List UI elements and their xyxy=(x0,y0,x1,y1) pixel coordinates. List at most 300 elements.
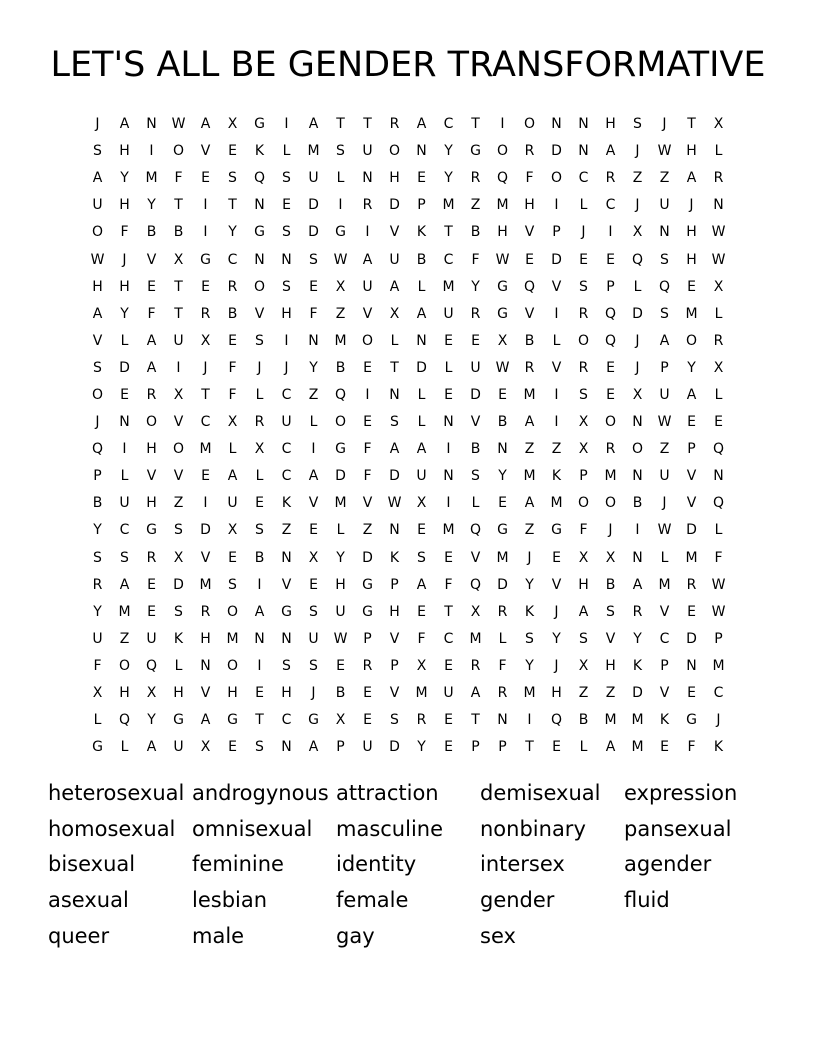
grid-letter: Q xyxy=(631,251,644,268)
word-row xyxy=(48,812,788,848)
grid-letter: U xyxy=(308,170,319,187)
grid-letter: G xyxy=(308,712,319,729)
grid-letter: U xyxy=(659,386,670,403)
grid-letter: Q xyxy=(604,332,617,349)
grid-letter: M xyxy=(496,197,509,214)
grid-letter: R xyxy=(389,116,400,133)
grid-letter: X xyxy=(254,441,265,458)
grid-letter: Y xyxy=(309,359,318,376)
grid-letter: T xyxy=(471,712,480,729)
grid-letter: B xyxy=(146,224,157,241)
grid-letter: A xyxy=(524,495,535,512)
grid-letter: K xyxy=(173,630,184,647)
word-list-item: homosexual xyxy=(48,816,176,841)
grid-letter: O xyxy=(334,414,347,431)
grid-letter: S xyxy=(309,603,318,620)
grid-letter: N xyxy=(416,332,427,349)
grid-letter: B xyxy=(92,495,103,512)
grid-letter: E xyxy=(228,739,237,756)
grid-letter: A xyxy=(119,576,130,593)
grid-letter: A xyxy=(362,251,373,268)
word-list-item: demisexual xyxy=(480,781,601,806)
grid-letter: R xyxy=(470,170,481,187)
grid-letter: W xyxy=(495,251,510,268)
grid-letter: H xyxy=(119,197,130,214)
grid-letter: P xyxy=(579,468,588,485)
grid-letter: N xyxy=(686,657,697,674)
grid-letter: S xyxy=(228,576,237,593)
grid-letter: Y xyxy=(525,576,534,593)
grid-letter: Y xyxy=(336,549,345,566)
grid-letter: V xyxy=(551,576,562,593)
grid-letter: C xyxy=(659,630,670,647)
grid-letter: X xyxy=(335,278,346,295)
grid-letter: M xyxy=(712,657,725,674)
word-row xyxy=(48,918,788,954)
grid-row xyxy=(84,246,732,273)
grid-letter: J xyxy=(554,657,559,674)
grid-letter: B xyxy=(578,712,589,729)
grid-letter: I xyxy=(446,441,451,458)
grid-letter: M xyxy=(442,522,455,539)
grid-letter: A xyxy=(200,712,211,729)
grid-letter: I xyxy=(554,386,559,403)
grid-letter: N xyxy=(389,386,400,403)
grid-letter: A xyxy=(416,305,427,322)
word-list-item: gay xyxy=(336,923,375,948)
grid-letter: W xyxy=(387,495,402,512)
grid-letter: O xyxy=(577,332,590,349)
grid-letter: Z xyxy=(524,441,535,458)
word-list-item: female xyxy=(336,888,409,913)
grid-letter: E xyxy=(687,414,696,431)
grid-letter: Y xyxy=(633,630,642,647)
grid-letter: J xyxy=(635,359,640,376)
grid-letter: Q xyxy=(523,278,536,295)
grid-letter: M xyxy=(604,712,617,729)
grid-letter: O xyxy=(604,495,617,512)
grid-letter: W xyxy=(333,251,348,268)
grid-letter: H xyxy=(281,685,292,702)
grid-letter: D xyxy=(497,576,508,593)
grid-letter: G xyxy=(227,712,238,729)
grid-letter: X xyxy=(605,549,616,566)
grid-letter: V xyxy=(686,495,697,512)
grid-letter: F xyxy=(363,468,372,485)
grid-letter: G xyxy=(497,522,508,539)
grid-letter: E xyxy=(228,143,237,160)
grid-letter: C xyxy=(119,522,130,539)
grid-letter: K xyxy=(416,224,427,241)
grid-letter: Q xyxy=(496,170,509,187)
grid-letter: F xyxy=(363,441,372,458)
grid-letter: K xyxy=(659,712,670,729)
grid-letter: O xyxy=(91,386,104,403)
grid-letter: E xyxy=(417,603,426,620)
grid-letter: A xyxy=(605,739,616,756)
grid-letter: K xyxy=(389,549,400,566)
grid-letter: M xyxy=(199,576,212,593)
grid-letter: M xyxy=(685,305,698,322)
grid-letter: E xyxy=(552,739,561,756)
word-list-item: pansexual xyxy=(624,816,732,841)
grid-letter: X xyxy=(173,251,184,268)
grid-letter: H xyxy=(335,576,346,593)
grid-letter: J xyxy=(95,414,100,431)
grid-letter: J xyxy=(284,359,289,376)
grid-letter: E xyxy=(309,278,318,295)
grid-letter: O xyxy=(172,143,185,160)
grid-letter: W xyxy=(657,414,672,431)
grid-letter: R xyxy=(92,576,103,593)
grid-letter: N xyxy=(254,251,265,268)
grid-letter: V xyxy=(281,576,292,593)
grid-letter: S xyxy=(390,414,399,431)
grid-letter: H xyxy=(686,251,697,268)
grid-letter: C xyxy=(605,197,616,214)
grid-letter: O xyxy=(361,332,374,349)
grid-letter: E xyxy=(201,468,210,485)
grid-letter: D xyxy=(470,386,481,403)
grid-letter: J xyxy=(662,116,667,133)
grid-letter: O xyxy=(91,224,104,241)
grid-letter: V xyxy=(470,414,481,431)
grid-letter: F xyxy=(309,305,318,322)
grid-letter: V xyxy=(200,549,211,566)
grid-letter: U xyxy=(173,739,184,756)
word-list-item: identity xyxy=(336,852,417,877)
grid-letter: M xyxy=(658,576,671,593)
grid-letter: I xyxy=(149,143,154,160)
grid-letter: N xyxy=(632,549,643,566)
grid-letter: Q xyxy=(658,278,671,295)
grid-letter: J xyxy=(203,359,208,376)
grid-letter: O xyxy=(253,278,266,295)
grid-letter: P xyxy=(714,630,723,647)
grid-letter: G xyxy=(335,224,346,241)
grid-letter: X xyxy=(632,386,643,403)
grid-letter: Z xyxy=(362,522,373,539)
grid-letter: R xyxy=(524,143,535,160)
grid-letter: S xyxy=(282,657,291,674)
grid-letter: M xyxy=(118,603,131,620)
grid-letter: E xyxy=(147,576,156,593)
grid-letter: H xyxy=(200,630,211,647)
grid-letter: P xyxy=(390,576,399,593)
grid-letter: C xyxy=(443,251,454,268)
grid-letter: L xyxy=(228,441,237,458)
grid-row xyxy=(84,301,732,328)
grid-letter: O xyxy=(523,116,536,133)
grid-letter: W xyxy=(657,522,672,539)
grid-letter: S xyxy=(93,549,102,566)
grid-letter: Z xyxy=(335,305,346,322)
grid-letter: N xyxy=(713,468,724,485)
word-list-item: intersex xyxy=(480,852,565,877)
grid-letter: E xyxy=(363,685,372,702)
grid-letter: G xyxy=(335,441,346,458)
grid-letter: D xyxy=(389,468,400,485)
grid-letter: Q xyxy=(91,441,104,458)
grid-letter: Y xyxy=(417,739,426,756)
grid-letter: J xyxy=(635,143,640,160)
grid-letter: G xyxy=(362,576,373,593)
grid-letter: C xyxy=(443,630,454,647)
grid-letter: H xyxy=(146,495,157,512)
grid-letter: Y xyxy=(120,170,129,187)
grid-letter: S xyxy=(336,143,345,160)
grid-letter: G xyxy=(254,116,265,133)
grid-letter: B xyxy=(470,441,481,458)
grid-letter: E xyxy=(363,414,372,431)
grid-letter: T xyxy=(525,739,534,756)
grid-letter: M xyxy=(496,549,509,566)
grid-letter: G xyxy=(146,522,157,539)
grid-letter: N xyxy=(659,224,670,241)
grid-letter: R xyxy=(227,278,238,295)
grid-letter: N xyxy=(632,414,643,431)
grid-letter: N xyxy=(281,251,292,268)
grid-letter: B xyxy=(227,305,238,322)
grid-letter: U xyxy=(416,468,427,485)
grid-letter: W xyxy=(90,251,105,268)
grid-letter: A xyxy=(416,441,427,458)
grid-letter: I xyxy=(284,116,289,133)
grid-letter: U xyxy=(173,332,184,349)
grid-letter: X xyxy=(713,116,724,133)
grid-letter: H xyxy=(524,197,535,214)
grid-letter: A xyxy=(308,739,319,756)
grid-letter: B xyxy=(173,224,184,241)
grid-letter: J xyxy=(311,685,316,702)
grid-letter: S xyxy=(174,603,183,620)
grid-letter: V xyxy=(200,143,211,160)
grid-letter: S xyxy=(255,332,264,349)
grid-letter: T xyxy=(444,224,453,241)
grid-letter: E xyxy=(336,657,345,674)
grid-letter: F xyxy=(147,305,156,322)
grid-letter: N xyxy=(551,116,562,133)
grid-letter: H xyxy=(119,143,130,160)
grid-letter: V xyxy=(389,685,400,702)
grid-letter: S xyxy=(633,116,642,133)
grid-letter: H xyxy=(119,685,130,702)
grid-row xyxy=(84,138,732,165)
grid-letter: D xyxy=(308,197,319,214)
grid-letter: A xyxy=(389,441,400,458)
grid-letter: R xyxy=(524,359,535,376)
grid-row xyxy=(84,626,732,653)
grid-letter: H xyxy=(173,685,184,702)
grid-letter: D xyxy=(686,630,697,647)
grid-letter: M xyxy=(145,170,158,187)
grid-letter: E xyxy=(147,603,156,620)
grid-letter: X xyxy=(173,386,184,403)
grid-letter: X xyxy=(632,224,643,241)
grid-letter: U xyxy=(146,630,157,647)
word-list-item: expression xyxy=(624,781,738,806)
grid-letter: A xyxy=(92,305,103,322)
grid-letter: A xyxy=(659,332,670,349)
grid-letter: D xyxy=(119,359,130,376)
grid-letter: P xyxy=(660,359,669,376)
grid-letter: G xyxy=(173,712,184,729)
grid-letter: U xyxy=(362,278,373,295)
grid-letter: U xyxy=(119,495,130,512)
grid-letter: T xyxy=(174,197,183,214)
grid-letter: E xyxy=(444,739,453,756)
grid-letter: T xyxy=(174,305,183,322)
grid-letter: E xyxy=(498,495,507,512)
grid-letter: V xyxy=(173,414,184,431)
grid-letter: V xyxy=(389,224,400,241)
grid-letter: L xyxy=(120,468,129,485)
grid-letter: P xyxy=(417,197,426,214)
grid-letter: T xyxy=(390,359,399,376)
grid-letter: J xyxy=(662,495,667,512)
grid-letter: X xyxy=(173,549,184,566)
grid-letter: B xyxy=(416,251,427,268)
grid-letter: Q xyxy=(253,170,266,187)
grid-letter: H xyxy=(389,170,400,187)
grid-letter: M xyxy=(334,495,347,512)
grid-letter: L xyxy=(714,143,723,160)
grid-row xyxy=(84,734,732,761)
word-list-item: attraction xyxy=(336,781,439,806)
grid-letter: L xyxy=(417,386,426,403)
grid-letter: I xyxy=(608,224,613,241)
grid-letter: Y xyxy=(444,143,453,160)
grid-letter: E xyxy=(147,278,156,295)
grid-letter: R xyxy=(416,712,427,729)
grid-letter: M xyxy=(550,495,563,512)
grid-letter: H xyxy=(605,657,616,674)
grid-letter: L xyxy=(174,657,183,674)
grid-letter: U xyxy=(335,603,346,620)
grid-letter: Y xyxy=(552,630,561,647)
grid-letter: S xyxy=(120,549,129,566)
grid-letter: A xyxy=(416,116,427,133)
grid-letter: N xyxy=(578,116,589,133)
grid-row xyxy=(84,680,732,707)
grid-letter: Q xyxy=(469,522,482,539)
grid-letter: M xyxy=(199,441,212,458)
grid-letter: J xyxy=(689,197,694,214)
grid-letter: L xyxy=(336,522,345,539)
grid-letter: J xyxy=(257,359,262,376)
grid-letter: I xyxy=(365,224,370,241)
grid-letter: N xyxy=(200,657,211,674)
grid-letter: X xyxy=(578,657,589,674)
grid-letter: E xyxy=(363,359,372,376)
grid-letter: T xyxy=(471,116,480,133)
grid-letter: H xyxy=(686,224,697,241)
grid-letter: C xyxy=(281,441,292,458)
grid-letter: L xyxy=(282,143,291,160)
grid-letter: Z xyxy=(470,197,481,214)
grid-letter: L xyxy=(444,359,453,376)
grid-letter: N xyxy=(308,332,319,349)
word-list-item: fluid xyxy=(624,888,670,913)
grid-letter: Y xyxy=(147,712,156,729)
grid-letter: V xyxy=(470,549,481,566)
grid-letter: D xyxy=(389,197,400,214)
grid-letter: X xyxy=(227,116,238,133)
grid-letter: L xyxy=(579,739,588,756)
grid-letter: Z xyxy=(632,170,643,187)
grid-letter: V xyxy=(659,603,670,620)
grid-letter: N xyxy=(443,468,454,485)
grid-letter: Q xyxy=(469,576,482,593)
grid-letter: R xyxy=(497,685,508,702)
grid-letter: L xyxy=(336,170,345,187)
grid-letter: S xyxy=(660,251,669,268)
grid-letter: V xyxy=(362,495,373,512)
grid-letter: E xyxy=(660,739,669,756)
grid-letter: N xyxy=(119,414,130,431)
grid-letter: O xyxy=(226,603,239,620)
grid-letter: F xyxy=(498,657,507,674)
grid-letter: M xyxy=(631,712,644,729)
word-list-item: masculine xyxy=(336,816,444,841)
grid-letter: X xyxy=(497,332,508,349)
grid-letter: A xyxy=(605,143,616,160)
grid-letter: R xyxy=(497,603,508,620)
grid-letter: V xyxy=(551,359,562,376)
grid-letter: A xyxy=(578,603,589,620)
grid-letter: M xyxy=(523,468,536,485)
grid-letter: F xyxy=(525,170,534,187)
grid-letter: F xyxy=(174,170,183,187)
grid-letter: J xyxy=(122,251,127,268)
grid-letter: J xyxy=(95,116,100,133)
grid-letter: X xyxy=(416,495,427,512)
grid-letter: O xyxy=(118,657,131,674)
grid-letter: L xyxy=(471,495,480,512)
grid-letter: D xyxy=(551,143,562,160)
grid-letter: F xyxy=(417,630,426,647)
grid-letter: Y xyxy=(120,305,129,322)
grid-letter: A xyxy=(146,332,157,349)
grid-letter: G xyxy=(686,712,697,729)
grid-row xyxy=(84,572,732,599)
grid-letter: Z xyxy=(173,495,184,512)
grid-letter: G xyxy=(200,251,211,268)
grid-letter: D xyxy=(173,576,184,593)
grid-letter: V xyxy=(524,224,535,241)
grid-letter: P xyxy=(93,468,102,485)
grid-letter: D xyxy=(389,739,400,756)
grid-letter: L xyxy=(120,739,129,756)
grid-letter: L xyxy=(255,468,264,485)
grid-letter: V xyxy=(92,332,103,349)
grid-letter: V xyxy=(362,305,373,322)
grid-row xyxy=(84,274,732,301)
grid-letter: I xyxy=(446,495,451,512)
grid-letter: O xyxy=(388,143,401,160)
grid-letter: E xyxy=(228,549,237,566)
grid-row xyxy=(84,436,732,463)
grid-letter: O xyxy=(145,414,158,431)
grid-letter: L xyxy=(714,522,723,539)
grid-letter: N xyxy=(713,197,724,214)
grid-letter: W xyxy=(711,576,726,593)
grid-letter: I xyxy=(122,441,127,458)
grid-letter: K xyxy=(254,143,265,160)
word-list-item: feminine xyxy=(192,852,284,877)
grid-letter: U xyxy=(659,197,670,214)
grid-letter: X xyxy=(470,603,481,620)
